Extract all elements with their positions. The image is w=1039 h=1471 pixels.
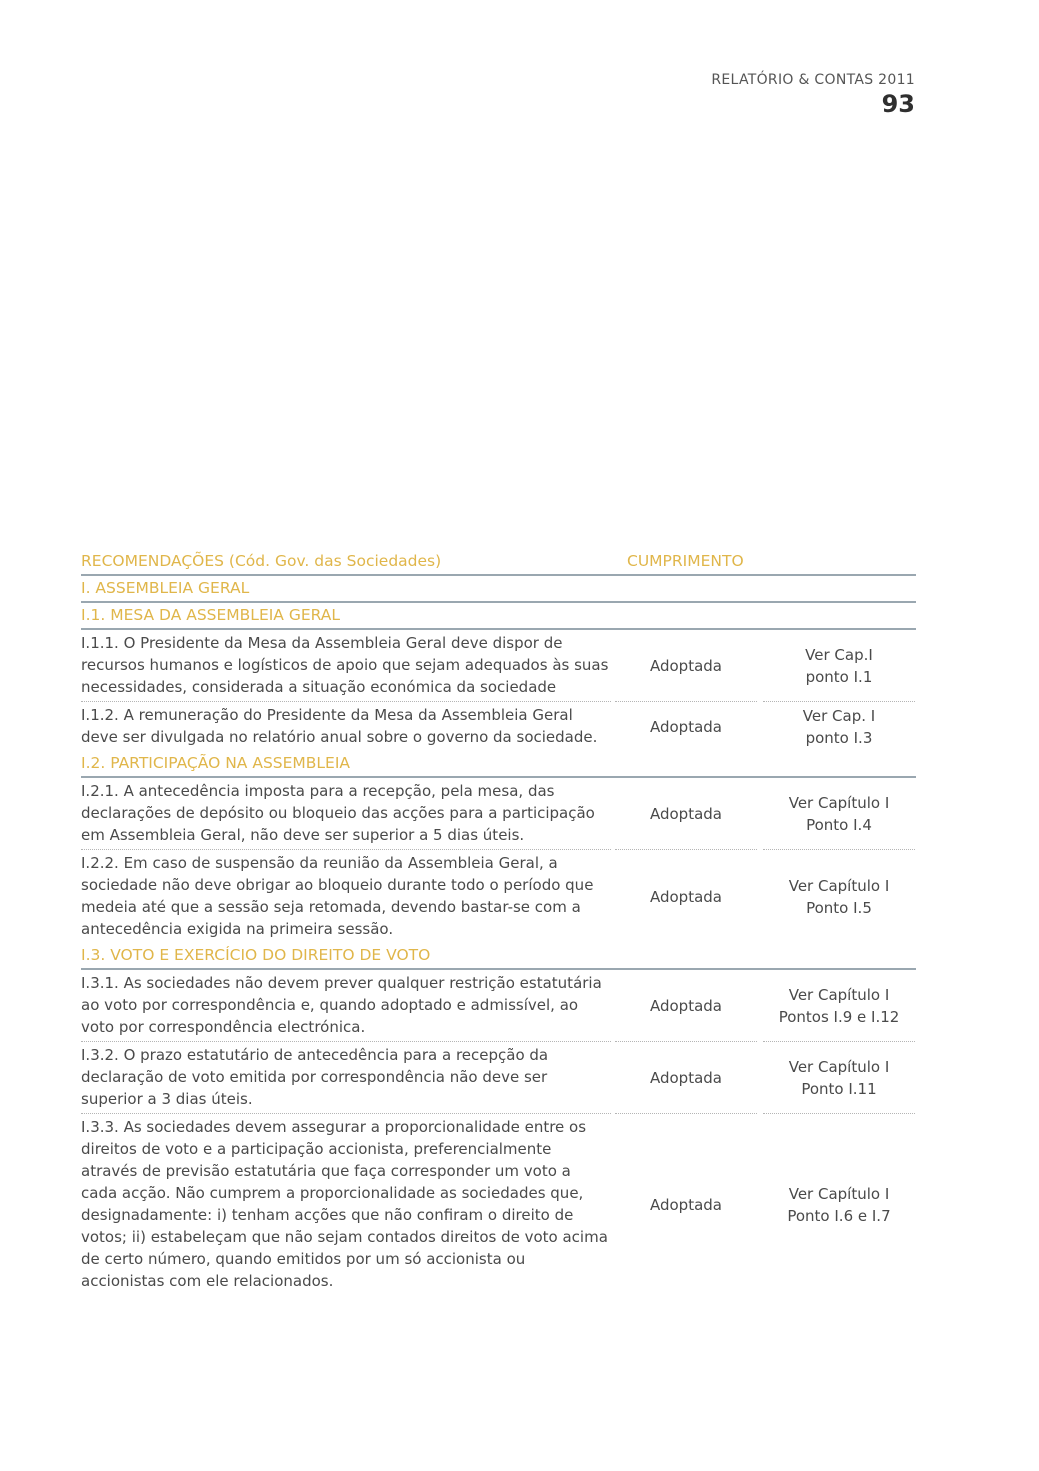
section-title: I. ASSEMBLEIA GERAL	[81, 576, 916, 603]
recommendation-text: I.3.2. O prazo estatutário de antecedência para a recepção da declaração de voto emitida por correspondência não deve ser superior a 3 dias úteis.	[81, 1042, 611, 1114]
page-header	[711, 70, 915, 118]
compliance-status: Adoptada	[615, 778, 757, 850]
subsection-title: I.3. VOTO E EXERCÍCIO DO DIREITO DE VOTO	[81, 943, 916, 970]
reference-line-1: Ver Capítulo I	[788, 876, 890, 895]
table-header	[81, 548, 916, 576]
table-row	[81, 1114, 916, 1295]
reference-cell	[763, 778, 915, 850]
reference-line-2: ponto I.1	[805, 667, 873, 686]
recommendation-text: I.2.1. A antecedência imposta para a recepção, pela mesa, das declarações de depósito ou bloqueio das acções para a participação em Assembleia Geral, não deve ser superior a 5 dias úteis.	[81, 778, 611, 850]
table-row	[81, 778, 916, 850]
reference-line-2: ponto I.3	[805, 728, 873, 747]
reference-line-1: Ver Capítulo I	[788, 1057, 890, 1076]
recommendations-table	[81, 548, 916, 1295]
reference-line-2: Ponto I.6 e I.7	[787, 1206, 891, 1225]
column-header-compliance: CUMPRIMENTO	[627, 552, 744, 570]
reference-line-1: Ver Capítulo I	[788, 793, 890, 812]
reference-line-2: Pontos I.9 e I.12	[778, 1007, 900, 1026]
reference-cell	[763, 1114, 915, 1295]
compliance-status: Adoptada	[615, 630, 757, 702]
reference-line-1: Ver Cap.I	[805, 645, 873, 664]
reference-cell	[763, 970, 915, 1042]
reference-line-2: Ponto I.5	[806, 898, 872, 917]
compliance-status: Adoptada	[615, 970, 757, 1042]
reference-cell	[763, 702, 915, 751]
page-number: 93	[881, 90, 915, 118]
subsection-title: I.1. MESA DA ASSEMBLEIA GERAL	[81, 603, 916, 630]
reference-cell	[763, 630, 915, 702]
column-header-recommendations: RECOMENDAÇÕES (Cód. Gov. das Sociedades)	[81, 552, 442, 570]
reference-line-2: Ponto I.11	[801, 1079, 877, 1098]
reference-line-1: Ver Capítulo I	[788, 985, 890, 1004]
reference-line-2: Ponto I.4	[806, 815, 872, 834]
table-row	[81, 850, 916, 943]
compliance-status: Adoptada	[649, 887, 722, 906]
table-row	[81, 1042, 916, 1114]
compliance-status: Adoptada	[649, 717, 722, 736]
reference-line-1: Ver Capítulo I	[788, 1184, 890, 1203]
recommendation-text: I.3.3. As sociedades devem assegurar a proporcionalidade entre os direitos de voto e a participação accionista, preferencialmente através de previsão estatutária que faça corresponder um voto a cada acção. Não cumprem a proporcionalidade as sociedades que, designadamente: i) tenham acções que não confiram o direito de votos; ii) estabeleçam que não sejam contados direitos de voto acima de certo número, quando emitidos por um só accionista ou accionistas com ele relacionados.	[81, 1118, 608, 1290]
subsection-title: I.2. PARTICIPAÇÃO NA ASSEMBLEIA	[81, 751, 916, 778]
table-row	[81, 630, 916, 702]
recommendation-text: I.1.2. A remuneração do Presidente da Mesa da Assembleia Geral deve ser divulgada no relatório anual sobre o governo da sociedade.	[81, 706, 598, 746]
recommendation-text: I.3.1. As sociedades não devem prever qualquer restrição estatutária ao voto por correspondência e, quando adoptado e admissível, ao voto por correspondência electrónica.	[81, 970, 611, 1042]
reference-line-1: Ver Cap. I	[802, 706, 876, 725]
reference-cell	[763, 850, 915, 943]
report-title: RELATÓRIO & CONTAS 2011	[711, 72, 915, 88]
compliance-status: Adoptada	[649, 1195, 722, 1214]
reference-cell	[763, 1042, 915, 1114]
table-row	[81, 970, 916, 1042]
compliance-status: Adoptada	[615, 1042, 757, 1114]
recommendation-text: I.2.2. Em caso de suspensão da reunião da Assembleia Geral, a sociedade não deve obrigar ao bloqueio durante todo o período que medeia até que a sessão seja retomada, devendo bastar-se com a antecedência exigida na primeira sessão.	[81, 854, 594, 938]
recommendation-text: I.1.1. O Presidente da Mesa da Assembleia Geral deve dispor de recursos humanos e logísticos de apoio que sejam adequados às suas necessidades, considerada a situação económica da sociedade	[81, 630, 611, 702]
table-row	[81, 702, 916, 751]
